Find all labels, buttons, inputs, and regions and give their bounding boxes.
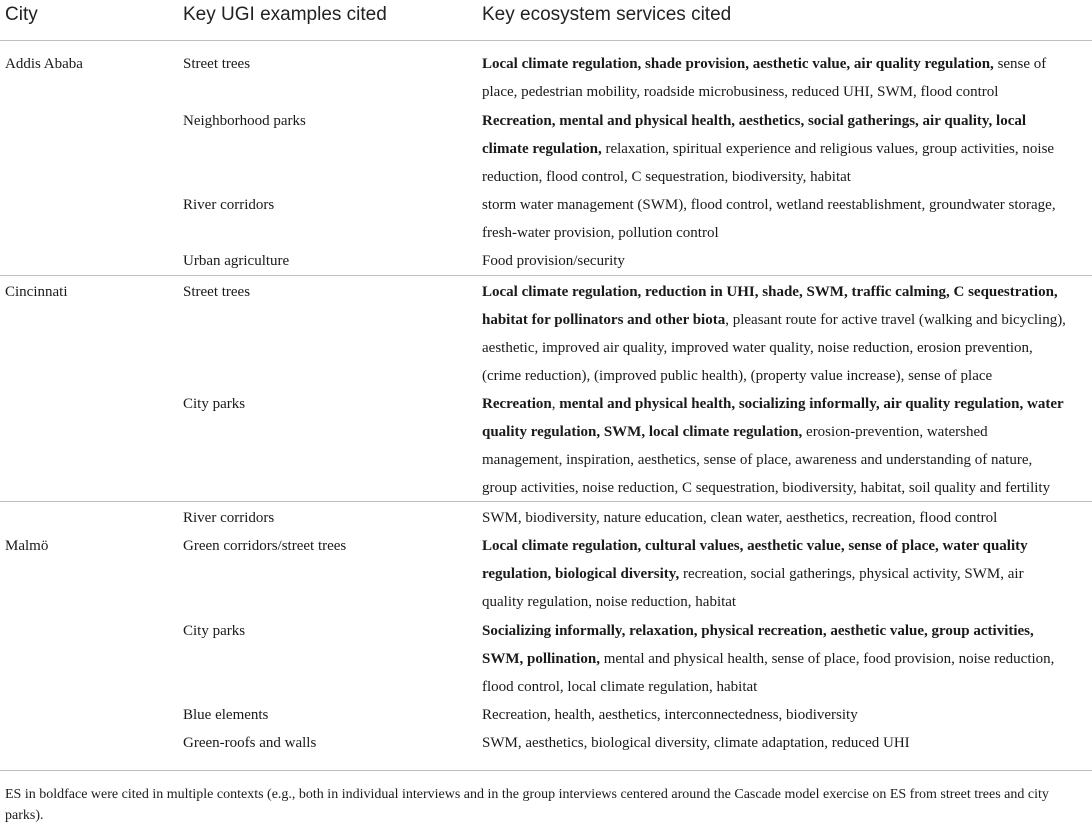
services-line (482, 701, 1088, 729)
services-line (482, 50, 1088, 78)
service-text: SWM, aesthetics, biological diversity, climate adaptation, reduced UHI (482, 735, 910, 751)
service-text: (crime reduction), (improved public health), (property value increase), sense of place (482, 368, 993, 384)
ugi-cell: Street trees (183, 56, 251, 72)
ugi-cell: Blue elements (183, 707, 269, 723)
city-cell: Addis Ababa (5, 56, 83, 72)
service-text: Recreation, health, aesthetics, interconnectedness, biodiversity (482, 707, 858, 723)
service-text: storm water management (SWM), flood control, wetland reestablishment, groundwater storage, (482, 197, 1056, 213)
service-text-bold: regulation, biological diversity, (482, 566, 680, 582)
ecosystem-services-cell (482, 278, 1088, 390)
services-line (482, 191, 1088, 219)
ugi-cell: Street trees (183, 284, 251, 300)
service-text-bold: Recreation (482, 396, 552, 412)
service-text: mental and physical health, sense of place, food provision, noise reduction, (599, 651, 1055, 667)
ecosystem-services-cell (482, 50, 1088, 106)
ugi-cell: City parks (183, 623, 246, 639)
service-text: reduction, flood control, C sequestration, biodiversity, habitat (482, 169, 851, 185)
services-line (482, 219, 1088, 247)
header-ecosystem-services: Key ecosystem services cited (482, 4, 732, 25)
service-text: place, pedestrian mobility, roadside microbusiness, reduced UHI, SWM, flood control (482, 84, 999, 100)
services-line (482, 278, 1088, 306)
ugi-cell: Urban agriculture (183, 253, 290, 269)
service-text: sense of (993, 56, 1047, 72)
services-line (482, 645, 1088, 673)
ecosystem-services-cell (482, 504, 1088, 532)
services-line (482, 78, 1088, 106)
header-ugi-examples: Key UGI examples cited (183, 4, 387, 25)
services-line (482, 163, 1088, 191)
service-text: fresh-water provision, pollution control (482, 225, 719, 241)
services-line (482, 135, 1088, 163)
divider-cincinnati (0, 275, 1092, 276)
service-text: recreation, social gatherings, physical activity, SWM, air (679, 566, 1024, 582)
services-line (482, 617, 1088, 645)
services-line (482, 532, 1088, 560)
header-city: City (5, 4, 38, 25)
ecosystem-services-cell (482, 191, 1088, 247)
service-text: relaxation, spiritual experience and religious values, group activities, noise (601, 141, 1055, 157)
services-line (482, 560, 1088, 588)
table-footnote: ES in boldface were cited in multiple contexts (e.g., both in individual interviews and in the group interviews centered around the Cascade model exercise on ES from street trees and city parks). (5, 787, 1049, 823)
services-line (482, 474, 1088, 502)
service-text-bold: Socializing informally, relaxation, physical recreation, aesthetic value, group activities, (482, 623, 1034, 639)
city-cell: Malmö (5, 538, 49, 554)
ecosystem-services-cell (482, 617, 1088, 701)
services-line (482, 107, 1088, 135)
services-line (482, 729, 1088, 757)
service-text: group activities, noise reduction, C sequestration, biodiversity, habitat, soil quality and fertility (482, 480, 1051, 496)
service-text: , pleasant route for active travel (walking and bicycling), (725, 312, 1066, 328)
service-text-bold: climate regulation, (482, 141, 602, 157)
ecosystem-services-cell (482, 390, 1088, 502)
service-text: aesthetic, improved air quality, improved water quality, noise reduction, erosion prevention, (482, 340, 1033, 356)
ugi-cell: River corridors (183, 510, 275, 526)
table-header (0, 0, 1092, 41)
service-text-bold: Local climate regulation, reduction in UHI, shade, SWM, traffic calming, C sequestration, (482, 284, 1058, 300)
ecosystem-services-cell (482, 729, 1088, 757)
services-line (482, 306, 1088, 334)
services-line (482, 504, 1088, 532)
service-text: quality regulation, noise reduction, habitat (482, 594, 737, 610)
ecosystem-services-cell (482, 701, 1088, 729)
service-text-bold: habitat for pollinators and other biota (482, 312, 726, 328)
service-text: flood control, local climate regulation, habitat (482, 679, 758, 695)
services-line (482, 446, 1088, 474)
service-text: SWM, biodiversity, nature education, clean water, aesthetics, recreation, flood control (482, 510, 998, 526)
ecosystem-services-cell (482, 107, 1088, 191)
services-line (482, 362, 1088, 390)
ugi-cell: City parks (183, 396, 246, 412)
ugi-cell: River corridors (183, 197, 275, 213)
ecosystem-services-cell (482, 532, 1088, 616)
service-text-bold: mental and physical health, socializing informally, air quality regulation, water (559, 396, 1064, 412)
services-line (482, 334, 1088, 362)
ecosystem-services-cell (482, 247, 1088, 275)
service-text-bold: Recreation, mental and physical health, aesthetics, social gatherings, air quality, local (482, 113, 1027, 129)
services-line (482, 247, 1088, 275)
ugi-cell: Green corridors/street trees (183, 538, 347, 554)
city-cell: Cincinnati (5, 284, 68, 300)
ugi-cell: Green-roofs and walls (183, 735, 317, 751)
service-text: , (551, 396, 560, 412)
service-text-bold: Local climate regulation, shade provision, aesthetic value, air quality regulation, (482, 56, 994, 72)
table-bottom-rule (0, 770, 1092, 771)
service-text: erosion-prevention, watershed (802, 424, 988, 440)
services-line (482, 418, 1088, 446)
service-text-bold: Local climate regulation, cultural values, aesthetic value, sense of place, water quality (482, 538, 1028, 554)
services-line (482, 588, 1088, 616)
services-line (482, 390, 1088, 418)
service-text: Food provision/security (482, 253, 625, 269)
ugi-cell: Neighborhood parks (183, 113, 306, 129)
service-text-bold: quality regulation, SWM, local climate regulation, (482, 424, 803, 440)
service-text: management, inspiration, aesthetics, sense of place, awareness and understanding of nature, (482, 452, 1033, 468)
services-line (482, 673, 1088, 701)
service-text-bold: SWM, pollination, (482, 651, 600, 667)
